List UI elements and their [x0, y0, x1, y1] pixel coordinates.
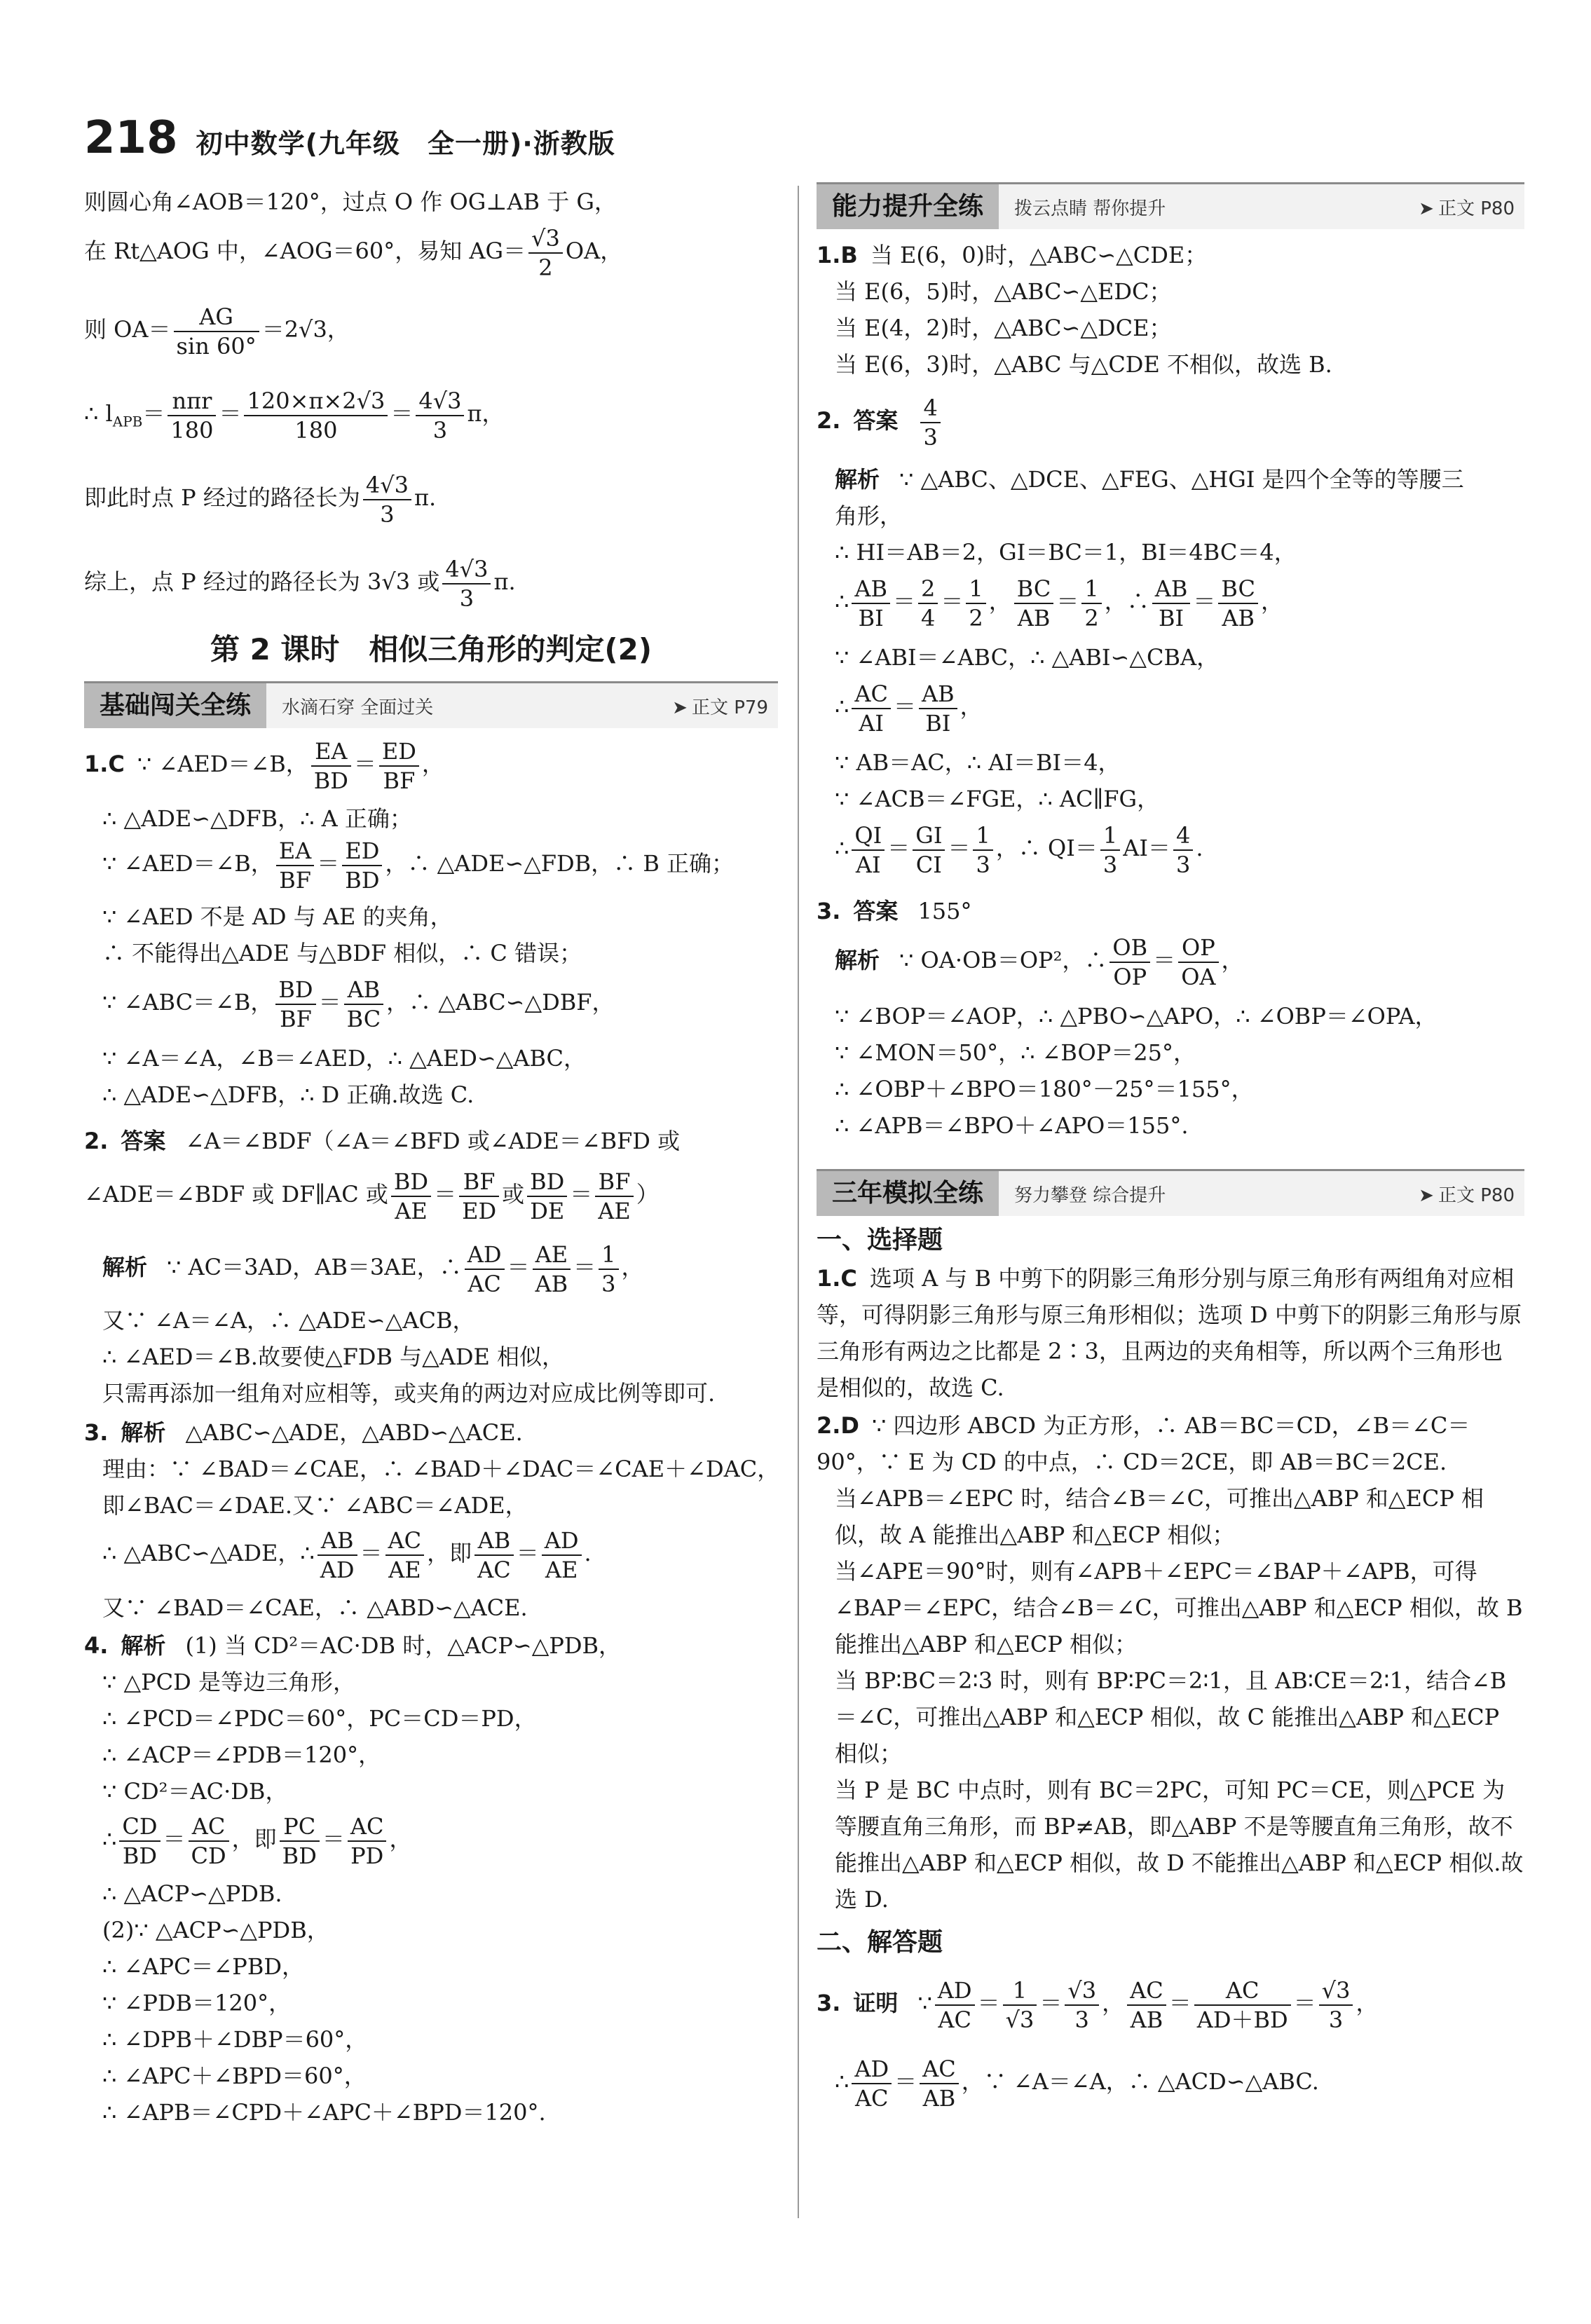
solution-line: ∴ ∠OBP＋∠BPO＝180°－25°＝155°，: [835, 1076, 1254, 1102]
solution-paragraph: 当∠APE＝90°时，则有∠APB＋∠EPC＝∠BAP＋∠APB，可得∠BAP＝∠EPC，结合∠B＝∠C，可推出△ABP 和△ECP 相似，故 B 能推出△ABP 和△ECP 相似；: [835, 1558, 1523, 1657]
page-header: [84, 112, 615, 168]
solution-line: 则 OA＝ $\frac{AG}{\sin 60^\circ}$ ＝2√3，: [84, 303, 350, 360]
solution-line: ∴ $\frac{CD}{BD}$ ＝ $\frac{AC}{CD}$ ，即 $\frac{PC}{BD}$ ＝ $\frac{AC}{PD}$ ，: [102, 1812, 412, 1869]
solution-line: ∴ △ABC∽△ADE，∴ $\frac{AB}{AD}$ ＝ $\frac{AC}{AE}$ ，即 $\frac{AB}{AC}$ ＝ $\frac{AD}{AE}$ .: [102, 1526, 592, 1583]
solution-line: ∴ ∠PCD＝∠PDC＝60°，PC＝CD＝PD，: [102, 1705, 537, 1732]
solution-line: (2)∵ △ACP∽△PDB，: [102, 1917, 329, 1943]
solution-line: ∵ ∠PDB＝120°，: [102, 1990, 292, 2016]
book-title: 初中数学(九年级 全一册)·浙教版: [196, 128, 615, 159]
solution-line: ∵ ∠ABC＝∠B， $\frac{BD}{BF}$ ＝ $\frac{AB}{BC}$ ，∴ △ABC∽△DBF，: [102, 976, 615, 1032]
solution-line: ∴ ∠APB＝∠CPD＋∠APC＋∠BPD＝120°.: [102, 2099, 546, 2126]
solution-line: ∴ ∠APC＝∠PBD，: [102, 1953, 304, 1980]
solution-line: ∴ $\frac{AD}{AC}$ ＝ $\frac{AC}{AB}$ ，∵ ∠A＝∠A，∴ △ACD∽△ABC.: [835, 2055, 1319, 2112]
solution-paragraph: 当 BP∶BC＝2∶3 时，则有 BP∶PC＝2∶1，且 AB∶CE＝2∶1，结合∠B＝∠C，可推出△ABP 和△ECP 相似，故 C 能推出△ABP 和△ECP 相似；: [835, 1667, 1507, 1767]
page-reference: ➤ 正文 P80: [1419, 198, 1515, 219]
solution-line: 即∠BAC＝∠DAE.又∵ ∠ABC＝∠ADE，: [102, 1492, 528, 1519]
solution-line: 当 E(6，3)时，△ABC 与△CDE 不相似，故选 B.: [835, 351, 1332, 378]
solution-line: 则圆心角∠AOB＝120°，过点 O 作 OG⊥AB 于 G，: [84, 189, 617, 215]
solution-line: ∴ 不能得出△ADE 与△BDF 相似，∴ C 错误；: [102, 940, 582, 966]
solution-line: 即此时点 P 经过的路径长为 $\frac{4√3}{3}$ π.: [84, 471, 437, 528]
question-1: 1.C 选项 A 与 B 中剪下的阴影三角形分别与原三角形有两组角对应相等，可得阴影三角形与原三角形相似；选项 D 中剪下的阴影三角形与原三角形有两边之比都是 2∶3，且两边的夹角相等，所以两个三角形也是相似的，故选 C.: [817, 1265, 1522, 1401]
part-heading: 二、解答题: [817, 1928, 943, 1957]
solution-line: ∵ △PCD 是等边三角形，: [102, 1669, 355, 1695]
section-label: 基础闯关全练: [84, 683, 266, 728]
solution-line: 当 E(4，2)时，△ABC∽△DCE；: [835, 315, 1172, 341]
solution-line: ∴ ∠AED＝∠B.故要使△FDB 与△ADE 相似，: [102, 1344, 565, 1370]
solution-line: 角形，: [835, 503, 903, 529]
arrow-icon: ➤: [672, 697, 688, 718]
section-bar-mock: [817, 1169, 1524, 1216]
solution-line: 在 Rt△AOG 中，∠AOG＝60°，易知 AG＝ $\frac{√3}{2}$ OA，: [84, 224, 623, 281]
question-1: 1.B 当 E(6，0)时，△ABC∽△CDE；: [817, 242, 1208, 268]
section-slogan: 拨云点睛 帮你提升: [1014, 198, 1166, 219]
arrow-icon: ➤: [1419, 198, 1434, 219]
solution-paragraph: 当 P 是 BC 中点时，则有 BC＝2PC，可知 PC＝CE，则△PCE 为等腰直角三角形，而 BP≠AB，即△ABP 不是等腰直角三角形，故不能推出△ABP 和△ECP 相似，故 D 不能推出△ABP 和△ECP 相似.故选 D.: [835, 1777, 1524, 1913]
solution-line: 解析 ∵ AC＝3AD，AB＝3AE，∴ $\frac{AD}{AC}$ ＝ $\frac{AE}{AB}$ ＝ $\frac{1}{3}$ ，: [102, 1240, 644, 1297]
solution-line: ∵ ∠BOP＝∠AOP，∴ △PBO∽△APO，∴ ∠OBP＝∠OPA，: [835, 1003, 1438, 1030]
solution-line: ∵ AB＝AC，∴ AI＝BI＝4，: [835, 749, 1121, 776]
solution-line: 理由：∵ ∠BAD＝∠CAE，∴ ∠BAD＋∠DAC＝∠CAE＋∠DAC，: [102, 1456, 780, 1482]
solution-line: ∵ ∠ABI＝∠ABC，∴ △ABI∽△CBA，: [835, 644, 1220, 671]
solution-line: ∴ $\frac{AC}{AI}$ ＝ $\frac{AB}{BI}$ ，: [835, 680, 983, 737]
solution-line: ∴ △ACP∽△PDB.: [102, 1880, 282, 1907]
section-slogan: 努力攀登 综合提升: [1014, 1184, 1166, 1206]
question-2: 2.D ∵ 四边形 ABCD 为正方形，∴ AB＝BC＝CD，∠B＝∠C＝90°，∵ E 为 CD 的中点，∴ CD＝2CE，即 AB＝BC＝2CE.: [817, 1412, 1470, 1475]
solution-line: ∴ $\frac{QI}{AI}$ ＝ $\frac{GI}{CI}$ ＝ $\frac{1}{3}$ ，∴ QI＝ $\frac{1}{3}$ AI＝ $\frac{4}{3}$ .: [835, 821, 1203, 878]
question-1: 1.C ∵ ∠AED＝∠B， $\frac{EA}{BD}$ ＝ $\frac{ED}{BF}$ ，: [84, 737, 444, 794]
solution-line: 只需再添加一组角对应相等，或夹角的两边对应成比例等即可.: [102, 1380, 716, 1407]
section-label: 三年模拟全练: [817, 1171, 999, 1216]
solution-line: 综上，点 P 经过的路径长为 3√3 或 $\frac{4√3}{3}$ π.: [84, 555, 516, 612]
solution-line: 又∵ ∠A＝∠A，∴ △ADE∽△ACB，: [102, 1307, 475, 1334]
fraction: $\frac{√3}{2}$: [528, 224, 563, 282]
question-4: 4. 解析 (1) 当 CD²＝AC·DB 时，△ACP∽△PDB，: [84, 1632, 622, 1659]
solution-line: ∵ ∠MON＝50°，∴ ∠BOP＝25°，: [835, 1039, 1196, 1066]
solution-line: ∵ ∠AED＝∠B， $\frac{EA}{BF}$ ＝ $\frac{ED}{BD}$ ，∴ △ADE∽△FDB，∴ B 正确；: [102, 837, 735, 894]
page-reference: ➤ 正文 P80: [1419, 1184, 1515, 1206]
solution-line: ∴ ∠DPB＋∠DBP＝60°，: [102, 2026, 368, 2053]
lesson-title: 第 2 课时 相似三角形的判定(2): [210, 632, 653, 667]
section-label: 能力提升全练: [817, 184, 999, 229]
section-bar-basic: [84, 681, 778, 728]
solution-line: ∵ CD²＝AC·DB，: [102, 1778, 288, 1805]
solution-line: ∵ ∠ACB＝∠FGE，∴ AC∥FG，: [835, 786, 1160, 812]
solution-line: ∴ $\frac{AB}{BI}$ ＝ $\frac{2}{4}$ ＝ $\frac{1}{2}$ ， $\frac{BC}{AB}$ ＝ $\frac{1}{2}$ ，∴ $\frac{AB}{BI}$ ＝ $\frac{BC}{AB}$ ，: [835, 575, 1283, 631]
solution-line: ∴ ∠ACP＝∠PDB＝120°，: [102, 1742, 381, 1768]
column-divider: [798, 186, 799, 2218]
question-3: 3. 答案 155°: [817, 898, 972, 924]
solution-line: 解析 ∵ OA·OB＝OP²，∴ $\frac{OB}{OP}$ ＝ $\frac{OP}{OA}$ ，: [835, 934, 1244, 990]
solution-line: 又∵ ∠BAD＝∠CAE，∴ △ABD∽△ACE.: [102, 1594, 528, 1621]
solution-line: ∴ $l_{APB}=$ $\frac{\text{nπr}}{180}$ ＝ $\frac{120\times\pi\times 2√3}{180}$ ＝ $\frac{4√3}{3}$ π，: [84, 387, 505, 444]
arrow-icon: ➤: [1419, 1184, 1434, 1206]
section-bar-improve: [817, 182, 1524, 229]
part-heading: 一、选择题: [817, 1226, 943, 1255]
solution-line: ∴ ∠APB＝∠BPO＋∠APO＝155°.: [835, 1112, 1189, 1139]
solution-line: 当 E(6，5)时，△ABC∽△EDC；: [835, 278, 1172, 305]
question-2: 2. 答案 ∠A＝∠BDF（∠A＝∠BFD 或∠ADE＝∠BFD 或: [84, 1128, 681, 1154]
solution-line: ∵ ∠A＝∠A，∠B＝∠AED，∴ △AED∽△ABC，: [102, 1045, 587, 1072]
question-3: 3. 解析 △ABC∽△ADE，△ABD∽△ACE.: [84, 1419, 523, 1446]
fraction: $\frac{AG}{\sin 60^\circ}$: [174, 303, 259, 360]
question-3: 3. 证明 ∵ $\frac{AD}{AC}$ ＝ $\frac{1}{√3}$ ＝ $\frac{√3}{3}$ ， $\frac{AC}{AB}$ ＝ $\frac{AC}{AD+BD}$ ＝ $\frac{√3}{3}$ ，: [817, 1976, 1379, 2033]
section-slogan: 水滴石穿 全面过关: [282, 697, 434, 718]
page-reference: ➤ 正文 P79: [672, 697, 768, 718]
solution-line: ∠ADE＝∠BDF 或 DF∥AC 或 $\frac{BD}{AE}$ ＝ $\frac{BF}{ED}$ 或 $\frac{BD}{DE}$ ＝ $\frac{BF}{AE}$ ）: [84, 1168, 659, 1224]
question-2: 2. 答案 $\frac{4}{3}$: [817, 385, 1524, 456]
solution-paragraph: 当∠APB＝∠EPC 时，结合∠B＝∠C，可推出△ABP 和△ECP 相似，故 A 能推出△ABP 和△ECP 相似；: [835, 1485, 1484, 1548]
page-number: 218: [84, 112, 178, 164]
solution-line: ∴ △ADE∽△DFB，∴ A 正确；: [102, 805, 412, 832]
solution-line: ∵ ∠AED 不是 AD 与 AE 的夹角，: [102, 903, 453, 930]
solution-line: 解析 ∵ △ABC、△DCE、△FEG、△HGI 是四个全等的等腰三: [835, 466, 1464, 493]
solution-line: ∴ ∠APC＋∠BPD＝60°，: [102, 2063, 367, 2089]
solution-line: ∴ HI＝AB＝2，GI＝BC＝1，BI＝4BC＝4，: [835, 539, 1297, 566]
solution-line: ∴ △ADE∽△DFB，∴ D 正确.故选 C.: [102, 1081, 474, 1108]
